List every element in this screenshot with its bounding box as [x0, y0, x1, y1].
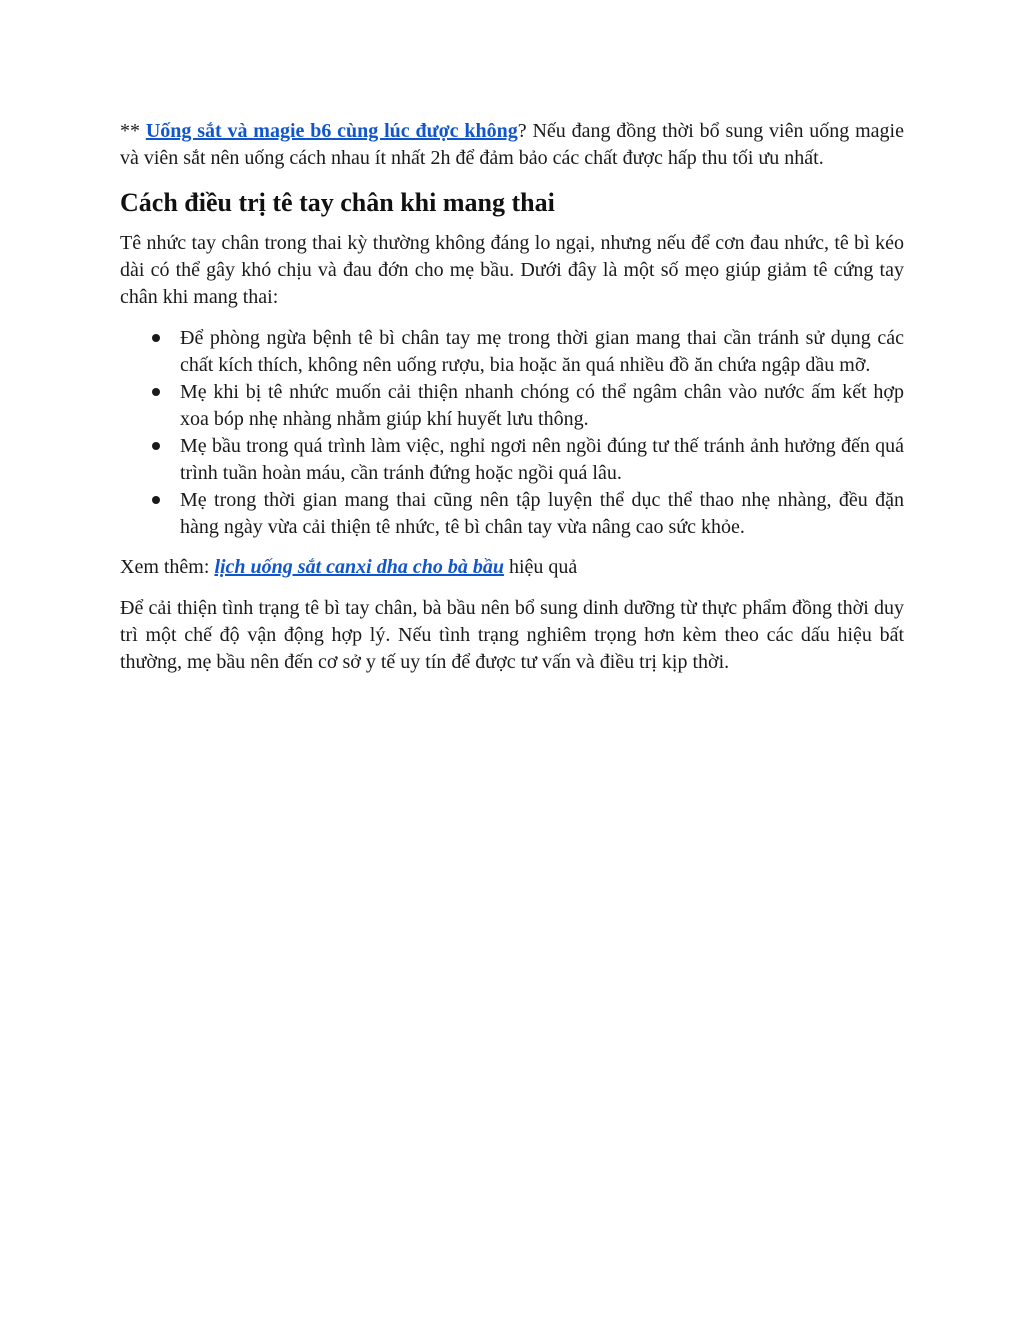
bullet-icon — [152, 496, 160, 504]
see-also-suffix: hiệu quả — [503, 556, 578, 578]
list-item — [120, 379, 904, 433]
tips-list — [120, 325, 904, 541]
bullet-icon — [152, 334, 160, 342]
intro-rest: ? Nếu đang đồng thời bổ sung viên uống magie và viên sắt nên uống cách nhau ít nhất 2h để đảm bảo các chất được hấp thu tối ưu nhất. — [120, 120, 904, 169]
section-intro-paragraph: Tê nhức tay chân trong thai kỳ thường không đáng lo ngại, nhưng nếu để cơn đau nhức, tê bì kéo dài có thể gây khó chịu và đau đớn cho mẹ bầu. Dưới đây là một số mẹo giúp giảm tê cứng tay chân khi mang thai: — [120, 232, 904, 308]
tip-text: Mẹ bầu trong quá trình làm việc, nghỉ ngơi nên ngồi đúng tư thế tránh ảnh hưởng đến quá trình tuần hoàn máu, cần tránh đứng hoặc ngồi quá lâu. — [180, 435, 904, 484]
iron-magnesium-link[interactable]: Uống sắt và magie b6 cùng lúc được không — [145, 120, 518, 142]
supplement-schedule-link[interactable]: lịch uống sắt canxi dha cho bà bầu — [214, 556, 504, 578]
bullet-icon — [152, 442, 160, 450]
tip-text: Mẹ khi bị tê nhức muốn cải thiện nhanh chóng có thể ngâm chân vào nước ấm kết hợp xoa bóp nhẹ nhàng nhằm giúp khí huyết lưu thông. — [180, 381, 904, 430]
list-item — [120, 487, 904, 541]
closing-paragraph: Để cải thiện tình trạng tê bì tay chân, bà bầu nên bổ sung dinh dưỡng từ thực phẩm đồng thời duy trì một chế độ vận động hợp lý. Nếu tình trạng nghiêm trọng hơn kèm theo các dấu hiệu bất thường, mẹ bầu nên đến cơ sở y tế uy tín để được tư vấn và điều trị kịp thời. — [120, 597, 904, 673]
tip-text: Để phòng ngừa bệnh tê bì chân tay mẹ trong thời gian mang thai cần tránh sử dụng các chất kích thích, không nên uống rượu, bia hoặc ăn quá nhiều đồ ăn chứa ngập dầu mỡ. — [180, 327, 904, 376]
see-also-line — [120, 554, 904, 581]
see-also-label: Xem thêm: — [120, 556, 215, 578]
section-heading: Cách điều trị tê tay chân khi mang thai — [120, 188, 555, 217]
bullet-icon — [152, 388, 160, 396]
list-item — [120, 433, 904, 487]
list-item — [120, 325, 904, 379]
intro-paragraph — [120, 118, 904, 172]
tip-text: Mẹ trong thời gian mang thai cũng nên tập luyện thể dục thể thao nhẹ nhàng, đều đặn hàng ngày vừa cải thiện tê nhức, tê bì chân tay vừa nâng cao sức khỏe. — [180, 489, 904, 538]
intro-prefix: ** — [120, 120, 146, 142]
document-page — [120, 118, 904, 690]
